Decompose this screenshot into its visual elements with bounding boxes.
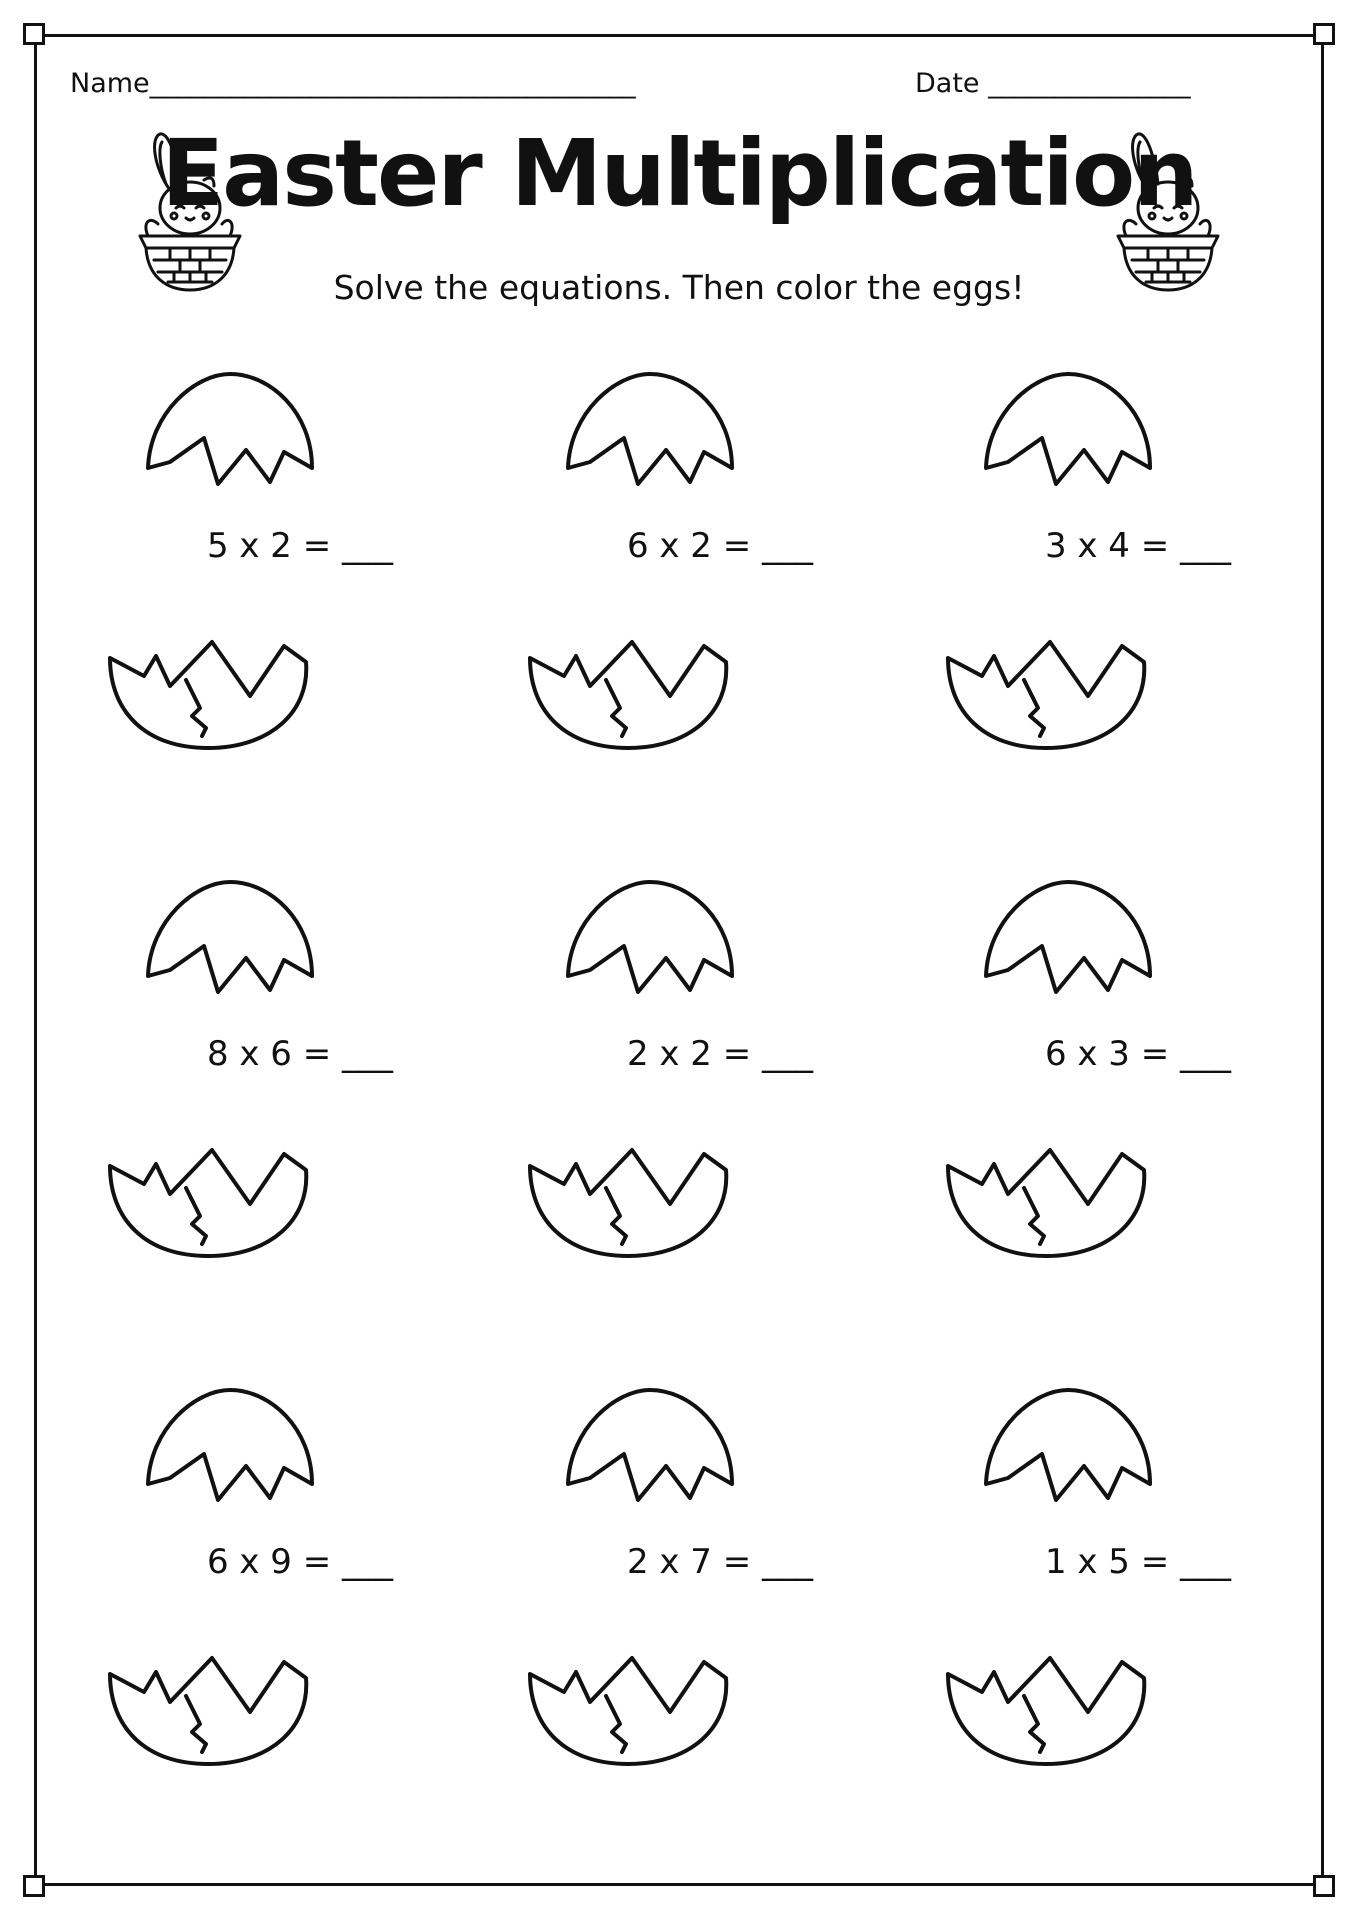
equation-text[interactable]: 2 x 2 = ___ (626, 1034, 814, 1074)
instructions: Solve the equations. Then color the eggs! (333, 268, 1025, 307)
border-corner-bottom-right (1313, 1875, 1335, 1897)
date-field[interactable] (915, 68, 1191, 99)
problem-cell (100, 352, 500, 772)
date-blank[interactable]: _______________ (988, 68, 1191, 99)
equation-text[interactable]: 6 x 3 = ___ (1044, 1034, 1232, 1074)
equation-text[interactable]: 2 x 7 = ___ (626, 1542, 814, 1582)
equation-text[interactable]: 1 x 5 = ___ (1044, 1542, 1232, 1582)
equation-text[interactable]: 5 x 2 = ___ (206, 526, 394, 566)
border-corner-top-left (23, 23, 45, 45)
problem-cell (938, 860, 1338, 1280)
problem-cell (520, 860, 920, 1280)
border-corner-top-right (1313, 23, 1335, 45)
equation-text[interactable]: 6 x 9 = ___ (206, 1542, 394, 1582)
equation-text[interactable]: 3 x 4 = ___ (1044, 526, 1232, 566)
problem-cell (100, 860, 500, 1280)
problem-cell (100, 1368, 500, 1788)
border-corner-bottom-left (23, 1875, 45, 1897)
name-blank[interactable]: ____________________________________ (149, 68, 636, 99)
equation-text[interactable]: 6 x 2 = ___ (626, 526, 814, 566)
problem-cell (520, 352, 920, 772)
problem-cell (938, 1368, 1338, 1788)
date-label: Date (915, 68, 980, 99)
equation-text[interactable]: 8 x 6 = ___ (206, 1034, 394, 1074)
problem-cell (938, 352, 1338, 772)
page-title: Easter Multiplication (161, 120, 1197, 227)
name-field[interactable] (70, 68, 636, 99)
name-label: Name (70, 68, 150, 99)
problem-cell (520, 1368, 920, 1788)
